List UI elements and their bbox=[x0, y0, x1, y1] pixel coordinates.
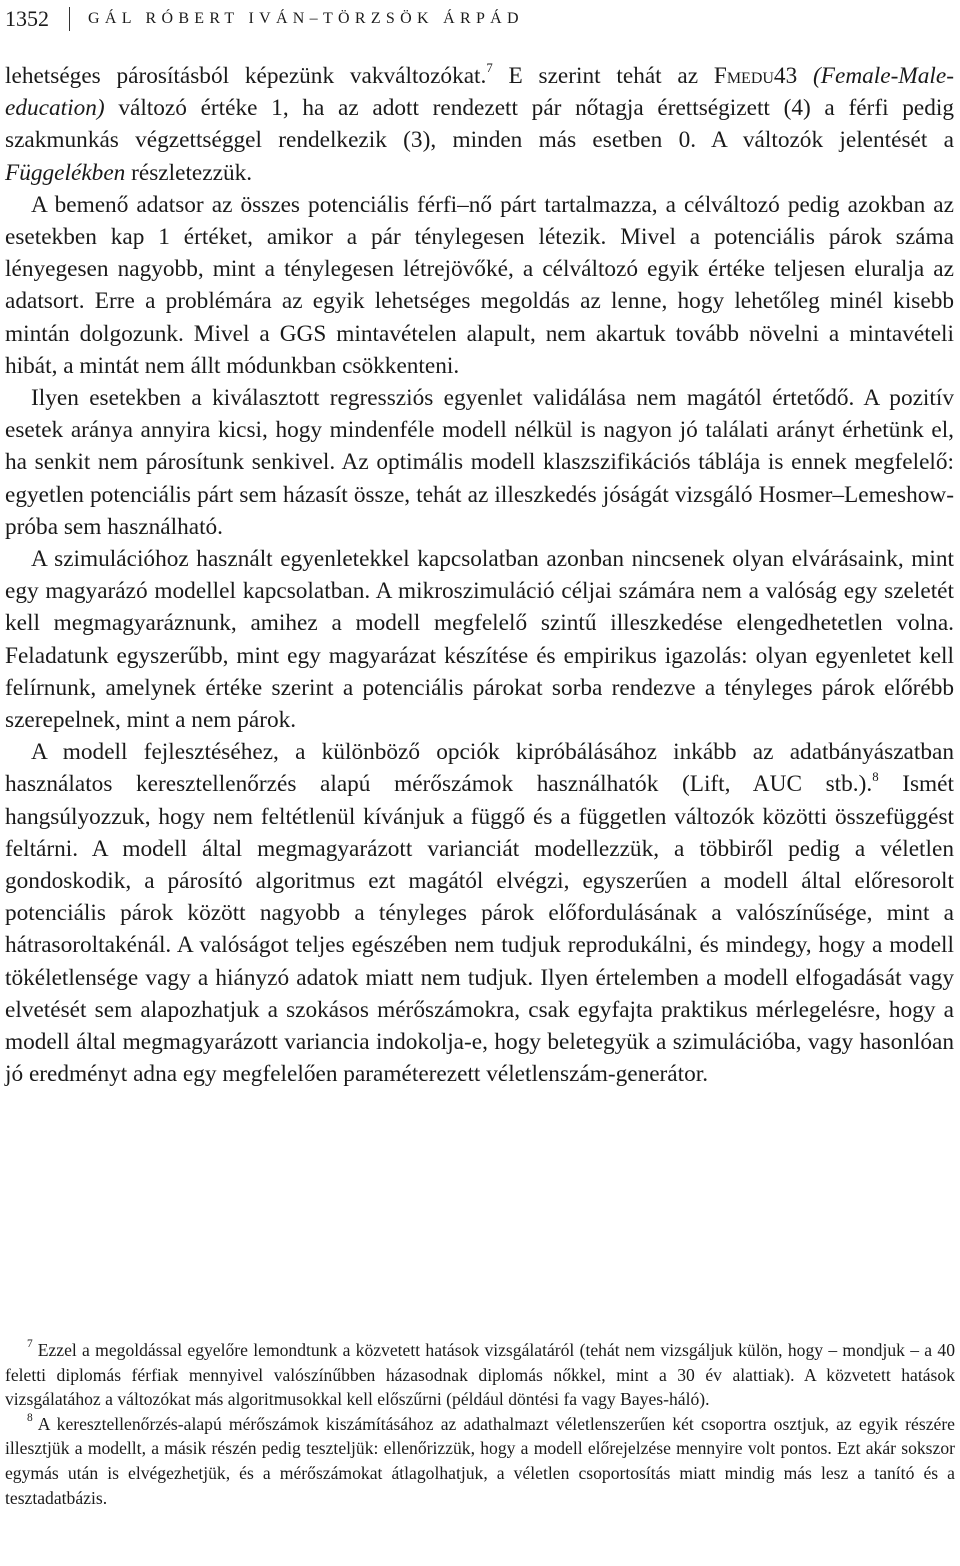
paragraph: A bemenő adatsor az összes potenciális férfi–nő párt tartalmazza, a célváltozó pedig azokban az esetekben kap 1 értéket, amikor a pár ténylegesen létezik. Mivel a potenciális párok száma lényegesen nagyobb, mint a ténylegesen létrejövőké, a célváltozó egyik értéke teljesen eluralja az adatsort. Erre a problémára az egyik lehetséges megoldás az lenne, hogy lehetőleg minél kisebb mintán dolgozunk. Mivel a GGS mintavételen alapult, nem akartuk tovább növelni a mintavételi hibát, a mintát nem állt módunkban csökkenteni. bbox=[5, 191, 954, 379]
article-body bbox=[5, 60, 954, 1091]
footnote-text: A keresztellenőrzés-alapú mérőszámok kiszámításához az adathalmazt véletlenszerűen két csoportra osztjuk, az egyik részére illesztjük a modellt, a másik részén pedig teszteljük: ellenőrizzük, hogy a modell előrejelzése mennyire volt pontos. Ezt akár sokszor egymás után is elvégezhetjük, és a mérőszámokat átlagolhatjuk, a véletlen csoportosítás miatt mindig más lesz a tanító és a tesztadatbázis. bbox=[5, 1413, 955, 1508]
footnote bbox=[5, 1338, 955, 1412]
running-head-authors: GÁL RÓBERT IVÁN–TÖRZSÖK ÁRPÁD bbox=[88, 10, 524, 27]
page-number: 1352 bbox=[5, 6, 49, 31]
paragraph: A szimulációhoz használt egyenletekkel kapcsolatban azonban nincsenek olyan elvárásaink, mint egy magyarázó modellel kapcsolatban. A mikroszimuláció céljai számára nem a valóság egy szeletét kell megmagyaráznunk, amihez a modell megfelelő szintű illeszkedése elengedhetetlen volna. Feladatunk egyszerűbb, mint egy magyarázat készítése és empirikus igazolás: olyan egyenletet kell felírnunk, amelynek értéke szerint a potenciális párokat sorba rendezve a tényleges párok előrébb szerepelnek, mint a nem párok. bbox=[5, 546, 954, 734]
footnote bbox=[5, 1412, 955, 1510]
paragraph: lehetséges párosításból képezünk vakváltozókat.$^7$ E szerint tehát az Fmedu43 (Female-Male-education) változó értéke 1, ha az adott rendezett pár nőtagja érettségizett (4) a férfi pedig szakmunkás végzettséggel rendelkezik (3), minden más esetben 0. A változók jelentését a Függelékben részletezzük. bbox=[5, 61, 954, 186]
footnote-number: 8 bbox=[27, 1412, 33, 1425]
footnote-number: 7 bbox=[27, 1338, 33, 1351]
paragraph: Ilyen esetekben a kiválasztott regressziós egyenlet validálása nem magától értetődő. A pozitív esetek aránya annyira kicsi, hogy mindenféle modell nélkül is nagyon jó találati arányt érhetünk el, ha senkit nem párosítunk senkivel. Az optimális modell klaszszifikációs táblája is ennek megfelelő: egyetlen potenciális párt sem házasít össze, tehát az illeszkedés jóságát vizsgáló Hosmer–Lemeshow-próba sem használható. bbox=[5, 385, 954, 540]
paragraph: A modell fejlesztéséhez, a különböző opciók kipróbálásához inkább az adatbányászatban használatos keresztellenőrzés alapú mérőszámok használhatók (Lift, AUC stb.).$^8$ Ismét hangsúlyozzuk, hogy nem feltétlenül kívánjuk a függő és a független változók közötti összefüggést feltárni. A modell által megmagyarázott varianciát modellezzük, a többiről pedig a véletlen gondoskodik, a párosító algoritmus ezt magától elvégzi, egyszerűen a modell által előresorolt potenciális párok között nagyobb a tényleges párok előfordulásának a valószínűsége, mint a hátrasoroltakénál. A valóságot teljes egészében nem tudjuk reprodukálni, és mindegy, hogy a modell tökéletlensége vagy a hiányzó adatok miatt nem tudjuk. Ilyen értelemben a modell elfogadását vagy elvetését sem alapozhatjuk a szokásos mérőszámokra, csak egyfajta praktikus mérlegelésre, hogy a modell által megmagyarázott variancia indokolja-e, hogy beletegyük a szimulációba, vagy hasonlóan jó eredményt adna egy megfelelően paraméterezett véletlenszám-generátor. bbox=[5, 739, 954, 1088]
footnotes bbox=[5, 1338, 955, 1510]
variable-name: Fmedu43 bbox=[713, 63, 798, 89]
footnote-ref-8[interactable]: 8 bbox=[872, 769, 879, 784]
footnote-text: Ezzel a megoldással egyelőre lemondtunk a közvetett hatások vizsgálatáról (tehát nem vizsgáljuk külön, hogy – mondjuk – a 40 feletti diplomás férfiak mennyivel valószínűbben házasodnak diplomás nőkkel, mint a 30 év alattiak). A közvetett hatások vizsgálatához a változókat más algoritmusokkal kell előszűrni (például döntési fa vagy Bayes-háló). bbox=[5, 1340, 955, 1410]
footnote-ref-7[interactable]: 7 bbox=[486, 61, 493, 76]
running-header bbox=[5, 4, 524, 34]
header-divider bbox=[69, 7, 70, 31]
